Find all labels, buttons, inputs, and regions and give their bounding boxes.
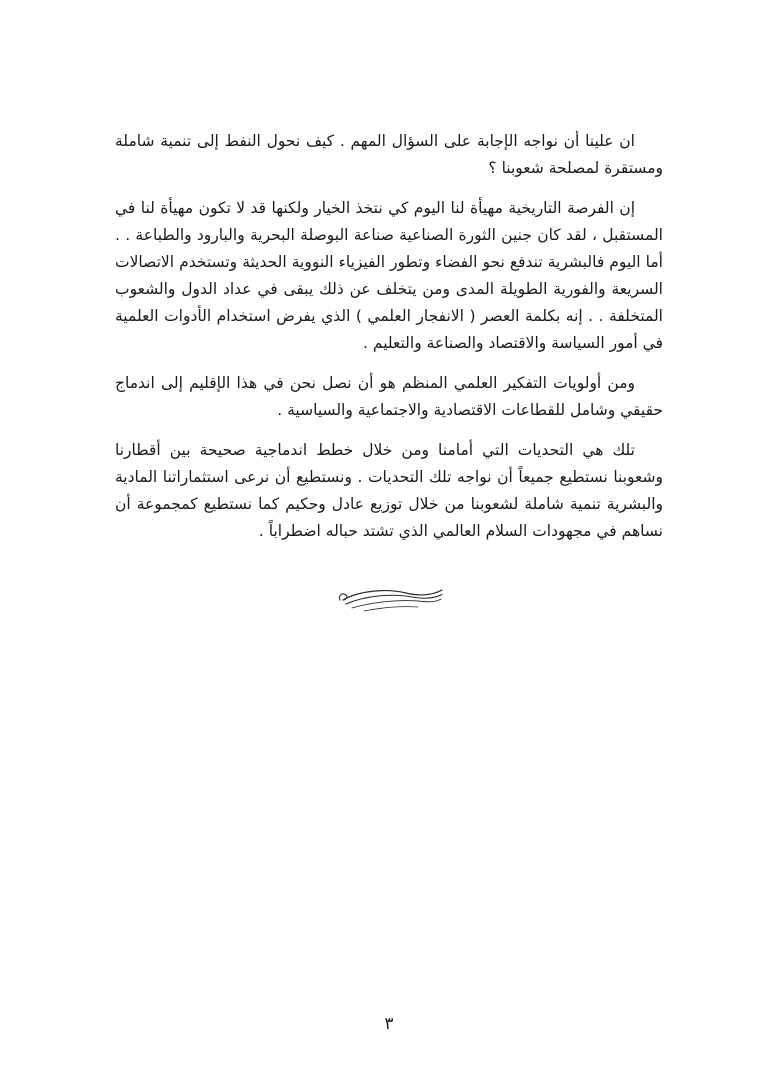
page-number: ٣ [384,1014,394,1034]
decorative-flourish-icon [115,583,663,615]
paragraph-1: ان علينا أن نواجه الإجابة على السؤال المهم . كيف نحول النفط إلى تنمية شاملة ومستقرة لمصلحة شعوبنا ؟ [115,132,663,177]
paragraph-4: تلك هي التحديات التي أمامنا ومن خلال خطط اندماجية صحيحة بين أقطارنا وشعوبنا نستطيع جميعاً أن نواجه تلك التحديات . ونستطيع أن نرعى استثماراتنا المادية والبشرية تنمية شاملة لشعوبنا من خلال توزيع عادل وحكيم كما نستطيع كمجموعة أن نساهم في مجهودات السلام العالمي الذي تشتد حباله اضطراباً . [115,441,663,540]
body-text-block [115,128,663,615]
paragraph-3: ومن أولويات التفكير العلمي المنظم هو أن نصل نحن في هذا الإقليم إلى اندماج حقيقي وشامل للقطاعات الاقتصادية والاجتماعية والسياسية . [115,374,663,419]
paragraph-2: إن الفرصة التاريخية مهيأة لنا اليوم كي نتخذ الخيار ولكنها قد لا تكون مهيأة لنا في المستقبل ، لقد كان جنين الثورة الصناعية صناعة البوصلة البحرية والبارود والطباعة . . أما اليوم فالبشرية تندفع نحو الفضاء وتطور الفيزياء النووية الحديثة وتستخدم الاتصالات السريعة والفورية الطويلة المدى ومن يتخلف عن ذلك يبقى في عداد الدول والشعوب المتخلفة . . إنه بكلمة العصر ( الانفجار العلمي ) الذي يفرض استخدام الأدوات العلمية في أمور السياسة والاقتصاد والصناعة والتعليم . [115,199,663,352]
